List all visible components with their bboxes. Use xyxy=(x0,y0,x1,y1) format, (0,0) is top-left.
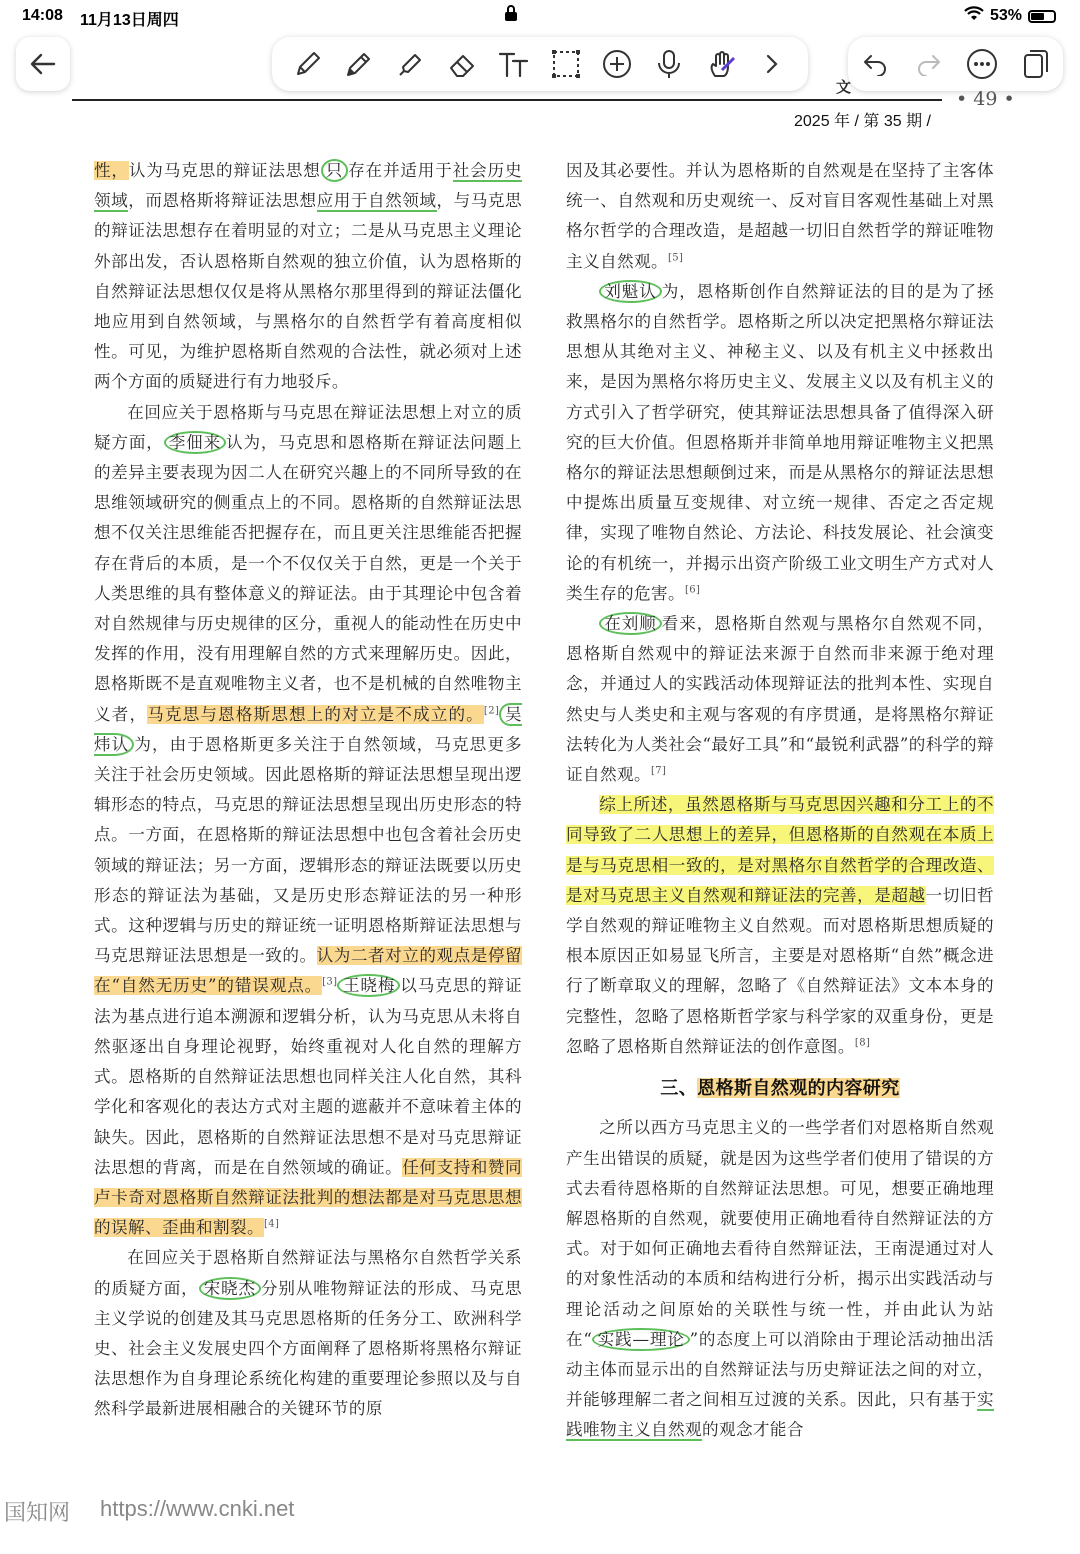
pen-icon[interactable] xyxy=(288,44,328,84)
citation[interactable]: [6] xyxy=(684,584,701,596)
add-icon[interactable] xyxy=(597,44,637,84)
undo-icon[interactable] xyxy=(855,44,895,84)
redo-icon[interactable] xyxy=(909,44,949,84)
circle-annotation: 王晓梅 xyxy=(337,974,400,997)
circle-annotation: 宋晓杰 xyxy=(199,1277,261,1300)
journal-header-fragment: 文 xyxy=(836,78,852,96)
pencil-icon[interactable] xyxy=(339,44,379,84)
highlight: 认为二者对立的观点是停留在“自然无历史”的错误观点。 xyxy=(94,946,522,996)
highlight: 综上所述，虽然恩格斯与马克思因兴趣和分工上的不同导致了二人思想上的差异，但恩格斯的自然观在本质上是与马克思相一致的，是对黑格尔自然哲学的合理改造、是对马克思主义自然观和辩证法的完善，是超越 xyxy=(566,795,994,905)
lock-icon xyxy=(504,4,518,27)
issue-label: 2025 年 / 第 35 期 / xyxy=(794,113,931,130)
circle-annotation: 吴炜认 xyxy=(94,704,522,754)
citation[interactable]: [7] xyxy=(650,765,667,777)
citation[interactable]: [2] xyxy=(483,705,500,717)
circle-annotation: 只 xyxy=(321,159,348,182)
citation[interactable]: [5] xyxy=(667,252,684,264)
circle-annotation: 李佃来 xyxy=(164,431,226,454)
battery-icon xyxy=(1028,10,1056,23)
highlighter-icon[interactable] xyxy=(391,44,431,84)
header-rule xyxy=(72,99,942,101)
citation[interactable]: [3] xyxy=(322,976,338,988)
highlight: 恩格斯自然观的内容研究 xyxy=(697,1078,900,1099)
battery-percent: 53% xyxy=(989,7,1022,24)
history-toolbar xyxy=(848,37,1063,91)
citation[interactable]: [4] xyxy=(263,1218,280,1230)
section-heading: 三、恩格斯自然观的内容研究 xyxy=(660,1078,900,1099)
circle-annotation: 在刘顺 xyxy=(599,612,662,635)
wifi-icon xyxy=(964,6,984,26)
citation[interactable]: [8] xyxy=(854,1037,871,1049)
cnki-brand: 国知网 xyxy=(4,1500,71,1525)
chevron-right-icon[interactable] xyxy=(752,44,792,84)
underline-annotation: 应用于自然领域 xyxy=(316,191,437,211)
paragraph: 综上所述，虽然恩格斯与马克思因兴趣和分工上的不同导致了二人思想上的差异，但恩格斯的自然观在本质上是与马克思相一致的，是对黑格尔自然哲学的合理改造、是对马克思主义自然观和辩证法的完善，是超越一切旧哲学自然观的辩证唯物主义自然观。而对恩格斯思想质疑的根本原因正如易显飞所言，主要是对恩格斯“自然”概念进行了断章取义的理解，忽略了《自然辩证法》文本本身的完整性，忽略了恩格斯哲学家与科学家的双重身份，更是忽略了恩格斯自然辩证法的创作意图。[8] xyxy=(566,795,994,1056)
touch-pen-icon[interactable] xyxy=(701,44,741,84)
paragraph: 性，认为马克思的辩证法思想 只 存在并适用于社会历史领域，而恩格斯将辩证法思想应用于自然领域，与马克思的辩证法思想存在着明显的对立；二是从马克思主义理论外部出发，否认恩格斯自然观的独立价值，认为恩格斯的自然辩证法思想仅仅是将从黑格尔那里得到的辩证法僵化地应用到自然领域，与黑格尔的自然哲学有着高度相似性。可见，为维护恩格斯自然观的合法性，就必须对上述两个方面的质疑进行有力地驳斥。 xyxy=(94,161,522,392)
status-date: 11月13日周四 xyxy=(80,12,179,29)
more-icon[interactable] xyxy=(962,44,1002,84)
circle-annotation: 刘魁认 xyxy=(599,280,662,303)
page-number: • 49 • xyxy=(956,88,1015,110)
back-button[interactable] xyxy=(16,37,70,91)
paragraph: 之所以西方马克思主义的一些学者们对恩格斯自然观产生出错误的质疑，就是因为这些学者们使用了错误的方式去看待恩格斯的自然辩证法思想。可见，想要正确地理解恩格斯的自然观，就要使用正确地看待自然辩证法的方式。对于如何正确地去看待自然辩证法，王南湜通过对人的对象性活动的本质和结构进行分析，揭示出实践活动与理论活动之间原始的关联性与统一性，并由此认为站在“ 实践—理论 ”的态度上可以消除由于理论活动抽出活动主体而显示出的自然辩证法与历史辩证法之间的对立，并能够理解二者之间相互过渡的关系。因此，只有基于实践唯物主义自然观的观念才能合 xyxy=(566,1118,994,1440)
pages-icon[interactable] xyxy=(1016,44,1056,84)
paragraph: 在回应关于恩格斯自然辩证法与黑格尔自然哲学关系的质疑方面， 宋晓杰 分别从唯物辩证法的形成、马克思主义学说的创建及其马克思恩格斯的任务分工、欧洲科学史、社会主义发展史四个方面阐释了恩格斯将黑格尔辩证法思想作为自身理论系统化构建的重要理论参照以及与自然科学最新进展相融合的关键环节的原 xyxy=(94,1248,522,1419)
text-icon[interactable] xyxy=(494,44,534,84)
underline-annotation: 实践唯物主义自然观 xyxy=(566,1390,994,1440)
highlight: 马克思与恩格斯思想上的对立是不成立的。 xyxy=(147,704,484,724)
highlight: 性， xyxy=(94,161,129,180)
paragraph: 刘魁认 为，恩格斯创作自然辩证法的目的是为了拯救黑格尔的自然哲学。恩格斯之所以决定把黑格尔辩证法思想从其绝对主义、神秘主义、以及有机主义中拯救出来，是因为黑格尔将历史主义、发展主义以及有机主义的方式引入了哲学研究，使其辩证法思想具备了值得深入研究的巨大价值。但恩格斯并非简单地用辩证唯物主义把黑格尔的辩证法思想颠倒过来，而是从黑格尔的辩证法思想中提炼出质量互变规律、对立统一规律、否定之否定规律，实现了唯物自然论、方法论、科技发展论、社会演变论的有机统一，并揭示出资产阶级工业文明生产方式对人类生存的危害。[6] xyxy=(566,281,994,603)
microphone-icon[interactable] xyxy=(649,44,689,84)
paragraph: 因及其必要性。并认为恩格斯的自然观是在坚持了主客体统一、自然观和历史观统一、反对盲目客观性基础上对黑格尔哲学的合理改造，是超越一切旧自然哲学的辩证唯物主义自然观。[5] xyxy=(566,161,994,271)
annotation-toolbar xyxy=(272,37,808,91)
eraser-icon[interactable] xyxy=(443,44,483,84)
status-bar xyxy=(0,0,1080,32)
underline-annotation: 社会历史领域 xyxy=(94,161,522,211)
status-time: 14:08 xyxy=(22,7,63,24)
lasso-select-icon[interactable] xyxy=(546,44,586,84)
cnki-url[interactable]: https://www.cnki.net xyxy=(100,1496,295,1521)
paragraph: 在回应关于恩格斯与马克思在辩证法思想上对立的质疑方面， 李佃来 认为，马克思和恩格斯在辩证法问题上的差异主要表现为因二人在研究兴趣上的不同所导致的在思维领域研究的侧重点上的不同。恩格斯的自然辩证法思想不仅关注思维能否把握存在，而且更关注思维能否把握存在背后的本质，是一个不仅仅关于自然，更是一个关于人类思维的具有整体意义的辩证法。由于其理论中包含着对自然规律与历史规律的区分，重视人的能动性在历史中发挥的作用，没有用理解自然的方式来理解历史。因此，恩格斯既不是直观唯物主义者，也不是机械的自然唯物主义者，马克思与恩格斯思想上的对立是不成立的。[2] 吴炜认 为，由于恩格斯更多关注于自然领域，马克思更多关注于社会历史领域。因此恩格斯的辩证法思想呈现出逻辑形态的特点，马克思的辩证法思想呈现出历史形态的特点。一方面，在恩格斯的辩证法思想中也包含着社会历史领域的辩证法；另一方面，逻辑形态的辩证法既要以历史形态的辩证法为基础，又是历史形态辩证法的另一种形式。这种逻辑与历史的辩证统一证明恩格斯辩证法思想与马克思辩证法思想是一致的。认为二者对立的观点是停留在“自然无历史”的错误观点。[3] 王晓梅 以马克思的辩证法为基点进行追本溯源和逻辑分析，认为马克思从未将自然驱逐出自身理论视野，始终重视对人化自然的理解方式。恩格斯的自然辩证法思想也同样关注人化自然，其科学化和客观化的表达方式对主题的遮蔽并不意味着主体的缺失。因此，恩格斯的自然辩证法思想不是对马克思辩证法思想的背离，而是在自然领域的确证。任何支持和赞同卢卡奇对恩格斯自然辩证法批判的想法都是对马克思思想的误解、歪曲和割裂。[4] xyxy=(94,402,522,1238)
arrow-left-icon xyxy=(30,53,56,75)
highlight: 任何支持和赞同卢卡奇对恩格斯自然辩证法批判的想法都是对马克思思想的误解、歪曲和割裂。 xyxy=(94,1157,522,1238)
left-column xyxy=(94,156,522,1425)
right-column xyxy=(566,156,994,1446)
circle-annotation: 实践—理论 xyxy=(592,1328,689,1351)
paragraph: 在刘顺 看来，恩格斯自然观与黑格尔自然观不同，恩格斯自然观中的辩证法来源于自然而非来源于绝对理念，并通过人的实践活动体现辩证法的批判本性、实现自然史与人类史和主观与客观的有序贯通，是将黑格尔辩证法转化为人类社会“最好工具”和“最锐利武器”的科学的辩证自然观。[7] xyxy=(566,614,994,785)
